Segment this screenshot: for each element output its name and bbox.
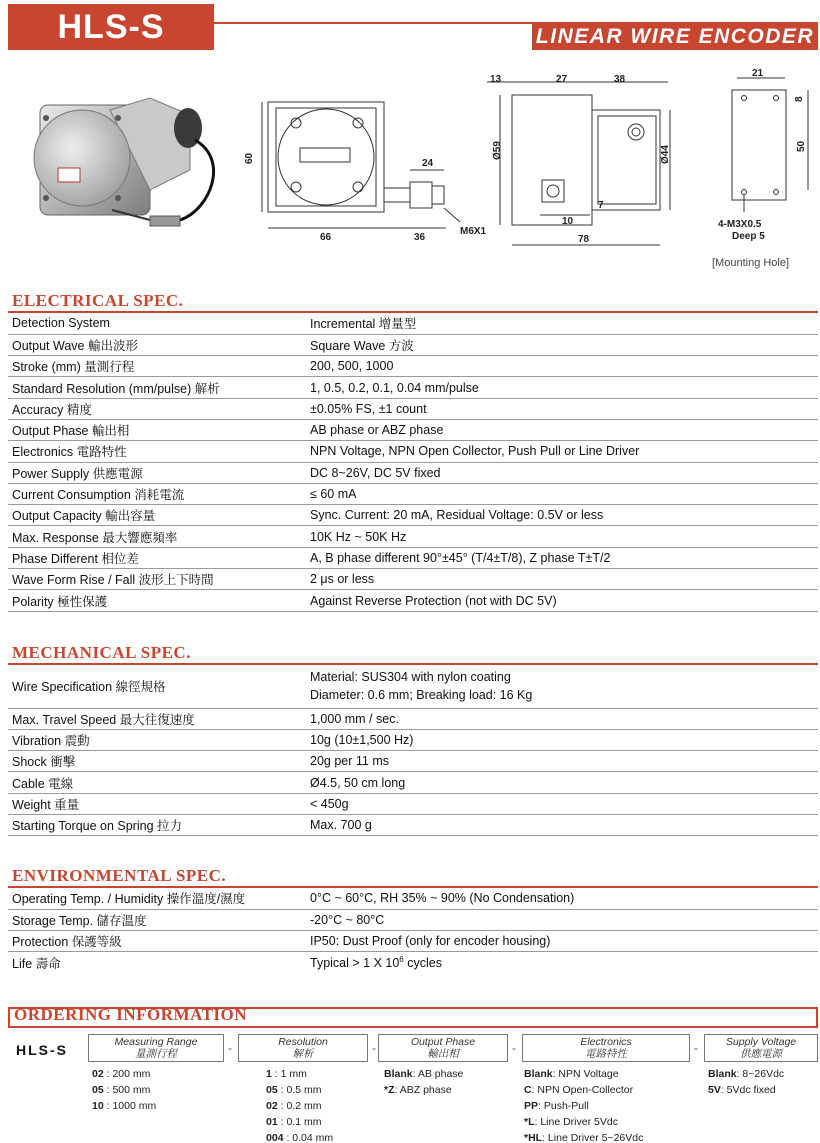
ordering-field-box	[378, 1034, 508, 1062]
ordering-field-label: Measuring Range	[114, 1036, 198, 1048]
ordering-field-label: Output Phase	[410, 1036, 476, 1048]
spec-value: 1, 0.5, 0.2, 0.1, 0.04 mm/pulse	[306, 377, 818, 398]
ordering-options	[266, 1066, 333, 1143]
ordering-separator: -	[512, 1041, 516, 1055]
ordering-option: 02 : 200 mm	[92, 1068, 151, 1080]
option-code: Blank	[708, 1068, 737, 1080]
spec-key: Accuracy 精度	[8, 398, 306, 419]
table-row	[8, 569, 818, 590]
spec-value: DC 8~26V, DC 5V fixed	[306, 462, 818, 483]
spec-key: Standard Resolution (mm/pulse) 解析	[8, 377, 306, 398]
ordering-option: 05 : 500 mm	[92, 1084, 151, 1096]
spec-value: NPN Voltage, NPN Open Collector, Push Pull or Line Driver	[306, 441, 818, 462]
spec-key: Output Wave 輸出波形	[8, 334, 306, 355]
table-row	[8, 590, 818, 611]
environmental-spec-title: ENVIRONMENTAL SPEC.	[12, 866, 227, 885]
option-code: 05	[92, 1084, 107, 1096]
spec-value: AB phase or ABZ phase	[306, 419, 818, 440]
spec-value: 10K Hz ~ 50K Hz	[306, 526, 818, 547]
ordering-field-label: Resolution	[278, 1036, 328, 1048]
wire-diameter: Diameter: 0.6 mm; Breaking load: 16 Kg	[310, 688, 533, 703]
ordering-option: 01 : 0.1 mm	[266, 1116, 322, 1128]
option-code: C	[524, 1084, 532, 1096]
dim-fitting: 24	[422, 158, 434, 169]
spec-key: Output Phase 輸出相	[8, 419, 306, 440]
option-code: *HL	[524, 1132, 543, 1143]
option-code: PP	[524, 1100, 539, 1112]
dim-dia44: Ø44	[660, 145, 671, 164]
ordering-field-label-zh: 輸出相	[427, 1048, 459, 1060]
spec-value: Against Reverse Protection (not with DC 5V)	[306, 590, 818, 611]
spec-key: Power Supply 供應電源	[8, 462, 306, 483]
dim-mount-21: 21	[752, 68, 764, 79]
spec-value: Ø4.5, 50 cm long	[306, 772, 818, 793]
table-row	[8, 931, 818, 952]
spec-key: Vibration 震動	[8, 729, 306, 750]
ordering-field-label: Supply Voltage	[725, 1036, 797, 1048]
ordering-option: *L: Line Driver 5Vdc	[524, 1116, 618, 1128]
mount-hole-depth: Deep 5	[732, 231, 765, 242]
table-row	[8, 462, 818, 483]
table-row	[8, 814, 818, 835]
ordering-option: 10 : 1000 mm	[92, 1100, 157, 1112]
option-code: 02	[266, 1100, 281, 1112]
table-row	[8, 751, 818, 772]
dim-side-27: 27	[556, 74, 568, 85]
model-title: HLS-S	[8, 4, 214, 50]
table-row	[8, 377, 818, 398]
life-suffix: cycles	[403, 956, 442, 971]
dim-side-38: 38	[614, 74, 626, 85]
environmental-spec-table	[8, 888, 818, 973]
table-row	[8, 708, 818, 729]
spec-key: Output Capacity 輸出容量	[8, 505, 306, 526]
ordering-field-box	[238, 1034, 368, 1062]
spec-value: 10g (10±1,500 Hz)	[306, 729, 818, 750]
dim-front-width: 66	[320, 232, 332, 243]
ordering-option: PP: Push-Pull	[524, 1100, 589, 1112]
spec-value: Incremental 增量型	[306, 313, 818, 334]
table-row	[8, 665, 818, 708]
dim-mount-8: 8	[794, 96, 805, 102]
option-code: *Z	[384, 1084, 395, 1096]
table-row	[8, 398, 818, 419]
spec-key: Weight 重量	[8, 793, 306, 814]
spec-key: Shock 衝擊	[8, 751, 306, 772]
spec-value: 20g per 11 ms	[306, 751, 818, 772]
ordering-option: Blank: 8~26Vdc	[708, 1068, 785, 1080]
table-row	[8, 888, 818, 909]
spec-value: Sync. Current: 20 mA, Residual Voltage: 0.5V or less	[306, 505, 818, 526]
option-code: 05	[266, 1084, 281, 1096]
dim-front-height: 60	[244, 152, 255, 164]
table-row	[8, 526, 818, 547]
option-code: 01	[266, 1116, 281, 1128]
spec-key: Electronics 電路特性	[8, 441, 306, 462]
electrical-spec-title: ELECTRICAL SPEC.	[12, 291, 184, 310]
ordering-field-box	[88, 1034, 224, 1062]
ordering-field-label-zh: 解析	[292, 1048, 314, 1060]
ordering-option: 05 : 0.5 mm	[266, 1084, 322, 1096]
spec-value: ≤ 60 mA	[306, 483, 818, 504]
drawings-svg	[0, 60, 820, 280]
table-row	[8, 483, 818, 504]
option-code: Blank	[524, 1068, 553, 1080]
wire-material: Material: SUS304 with nylon coating	[310, 670, 511, 685]
ordering-field-box	[704, 1034, 818, 1062]
dim-mount-50: 50	[796, 140, 807, 152]
dim-side-78: 78	[578, 234, 590, 245]
spec-value: 2 μs or less	[306, 569, 818, 590]
ordering-model: HLS-S	[16, 1042, 68, 1058]
side-view-drawing	[487, 82, 670, 245]
table-row	[8, 793, 818, 814]
option-code: 1	[266, 1068, 275, 1080]
ordering-field-label-zh: 量測行程	[135, 1048, 177, 1060]
ordering-options	[384, 1066, 463, 1098]
option-code: 5V	[708, 1084, 721, 1096]
spec-key: Protection 保護等級	[8, 931, 306, 952]
ordering-option: 5V: 5Vdc fixed	[708, 1084, 776, 1096]
spec-key: Phase Different 相位差	[8, 547, 306, 568]
ordering-field-label-zh: 供應電源	[740, 1048, 782, 1060]
spec-value: ±0.05% FS, ±1 count	[306, 398, 818, 419]
spec-key: Wire Specification 線徑規格	[8, 665, 306, 708]
spec-value: 1,000 mm / sec.	[306, 708, 818, 729]
table-row	[8, 441, 818, 462]
life-text: Typical > 1 X 10	[310, 956, 400, 971]
ordering-option: *HL: Line Driver 5~26Vdc	[524, 1132, 644, 1143]
table-row	[8, 334, 818, 355]
dim-shaft: 36	[414, 232, 426, 243]
spec-value: < 450g	[306, 793, 818, 814]
ordering-option: *Z: ABZ phase	[384, 1084, 452, 1096]
table-row	[8, 909, 818, 930]
option-code: 10	[92, 1100, 107, 1112]
technical-drawings	[0, 60, 820, 280]
ordering-option: C: NPN Open-Collector	[524, 1084, 634, 1096]
dim-side-13: 13	[490, 74, 502, 85]
spec-value: IP50: Dust Proof (only for encoder housing)	[306, 931, 818, 952]
spec-key: Operating Temp. / Humidity 操作溫度/濕度	[8, 888, 306, 909]
table-row	[8, 356, 818, 377]
ordering-option: Blank: NPN Voltage	[524, 1068, 619, 1080]
dim-side-10: 10	[562, 216, 574, 227]
spec-key: Wave Form Rise / Fall 波形上下時間	[8, 569, 306, 590]
spec-value: A, B phase different 90°±45° (T/4±T/8), Z phase T±T/2	[306, 547, 818, 568]
option-code: Blank	[384, 1068, 413, 1080]
table-row	[8, 547, 818, 568]
table-row	[8, 729, 818, 750]
ordering-field-label: Electronics	[580, 1036, 632, 1048]
electrical-spec-table	[8, 313, 818, 612]
table-row	[8, 772, 818, 793]
ordering-option: 1 : 1 mm	[266, 1068, 307, 1080]
option-code: *L	[524, 1116, 535, 1128]
option-code: 02	[92, 1068, 107, 1080]
spec-value: Max. 700 g	[306, 814, 818, 835]
ordering-field-label-zh: 電路特性	[585, 1048, 627, 1060]
spec-key: Life 壽命	[12, 956, 61, 971]
spec-key: Cable 電線	[8, 772, 306, 793]
life-exponent: 6	[399, 955, 404, 965]
spec-value: Square Wave 方波	[306, 334, 818, 355]
spec-value	[306, 952, 818, 973]
spec-value: 200, 500, 1000	[306, 356, 818, 377]
dim-dia59: Ø59	[492, 141, 503, 160]
spec-key: Polarity 極性保護	[8, 590, 306, 611]
spec-value: 0°C ~ 60°C, RH 35% ~ 90% (No Condensation)	[306, 888, 818, 909]
dim-thread: M6X1	[460, 226, 487, 237]
mount-hole-spec: 4-M3X0.5	[718, 219, 762, 230]
spec-key: Detection System	[8, 313, 306, 334]
dim-side-7: 7	[598, 200, 604, 211]
mechanical-spec-title: MECHANICAL SPEC.	[12, 643, 191, 662]
spec-key: Stroke (mm) 量測行程	[8, 356, 306, 377]
table-row	[8, 952, 818, 973]
product-name: LINEAR WIRE ENCODER	[532, 24, 818, 50]
spec-key: Max. Travel Speed 最大往復速度	[8, 708, 306, 729]
ordering-option: Blank: AB phase	[384, 1068, 464, 1080]
ordering-separator: -	[372, 1041, 376, 1055]
ordering-separator: -	[694, 1041, 698, 1055]
product-photo	[34, 98, 214, 226]
option-code: 004	[266, 1132, 287, 1143]
ordering-separator: -	[228, 1041, 232, 1055]
spec-value	[306, 665, 818, 708]
table-row	[8, 505, 818, 526]
table-row	[8, 419, 818, 440]
mounting-hole-caption: [Mounting Hole]	[712, 257, 790, 269]
spec-key: Max. Response 最大響應頻率	[8, 526, 306, 547]
ordering-options	[92, 1066, 156, 1114]
ordering-option: 02 : 0.2 mm	[266, 1100, 322, 1112]
mechanical-spec-table	[8, 665, 818, 836]
ordering-option: 004 : 0.04 mm	[266, 1132, 334, 1143]
spec-key: Storage Temp. 儲存溫度	[8, 909, 306, 930]
ordering-field-box	[522, 1034, 690, 1062]
ordering-title: ORDERING INFORMATION	[14, 1005, 248, 1024]
spec-key: Starting Torque on Spring 拉力	[8, 814, 306, 835]
spec-key: Current Consumption 消耗電流	[8, 483, 306, 504]
table-row	[8, 313, 818, 334]
ordering-options	[524, 1066, 643, 1143]
ordering-options	[708, 1066, 784, 1098]
spec-value: -20°C ~ 80°C	[306, 909, 818, 930]
